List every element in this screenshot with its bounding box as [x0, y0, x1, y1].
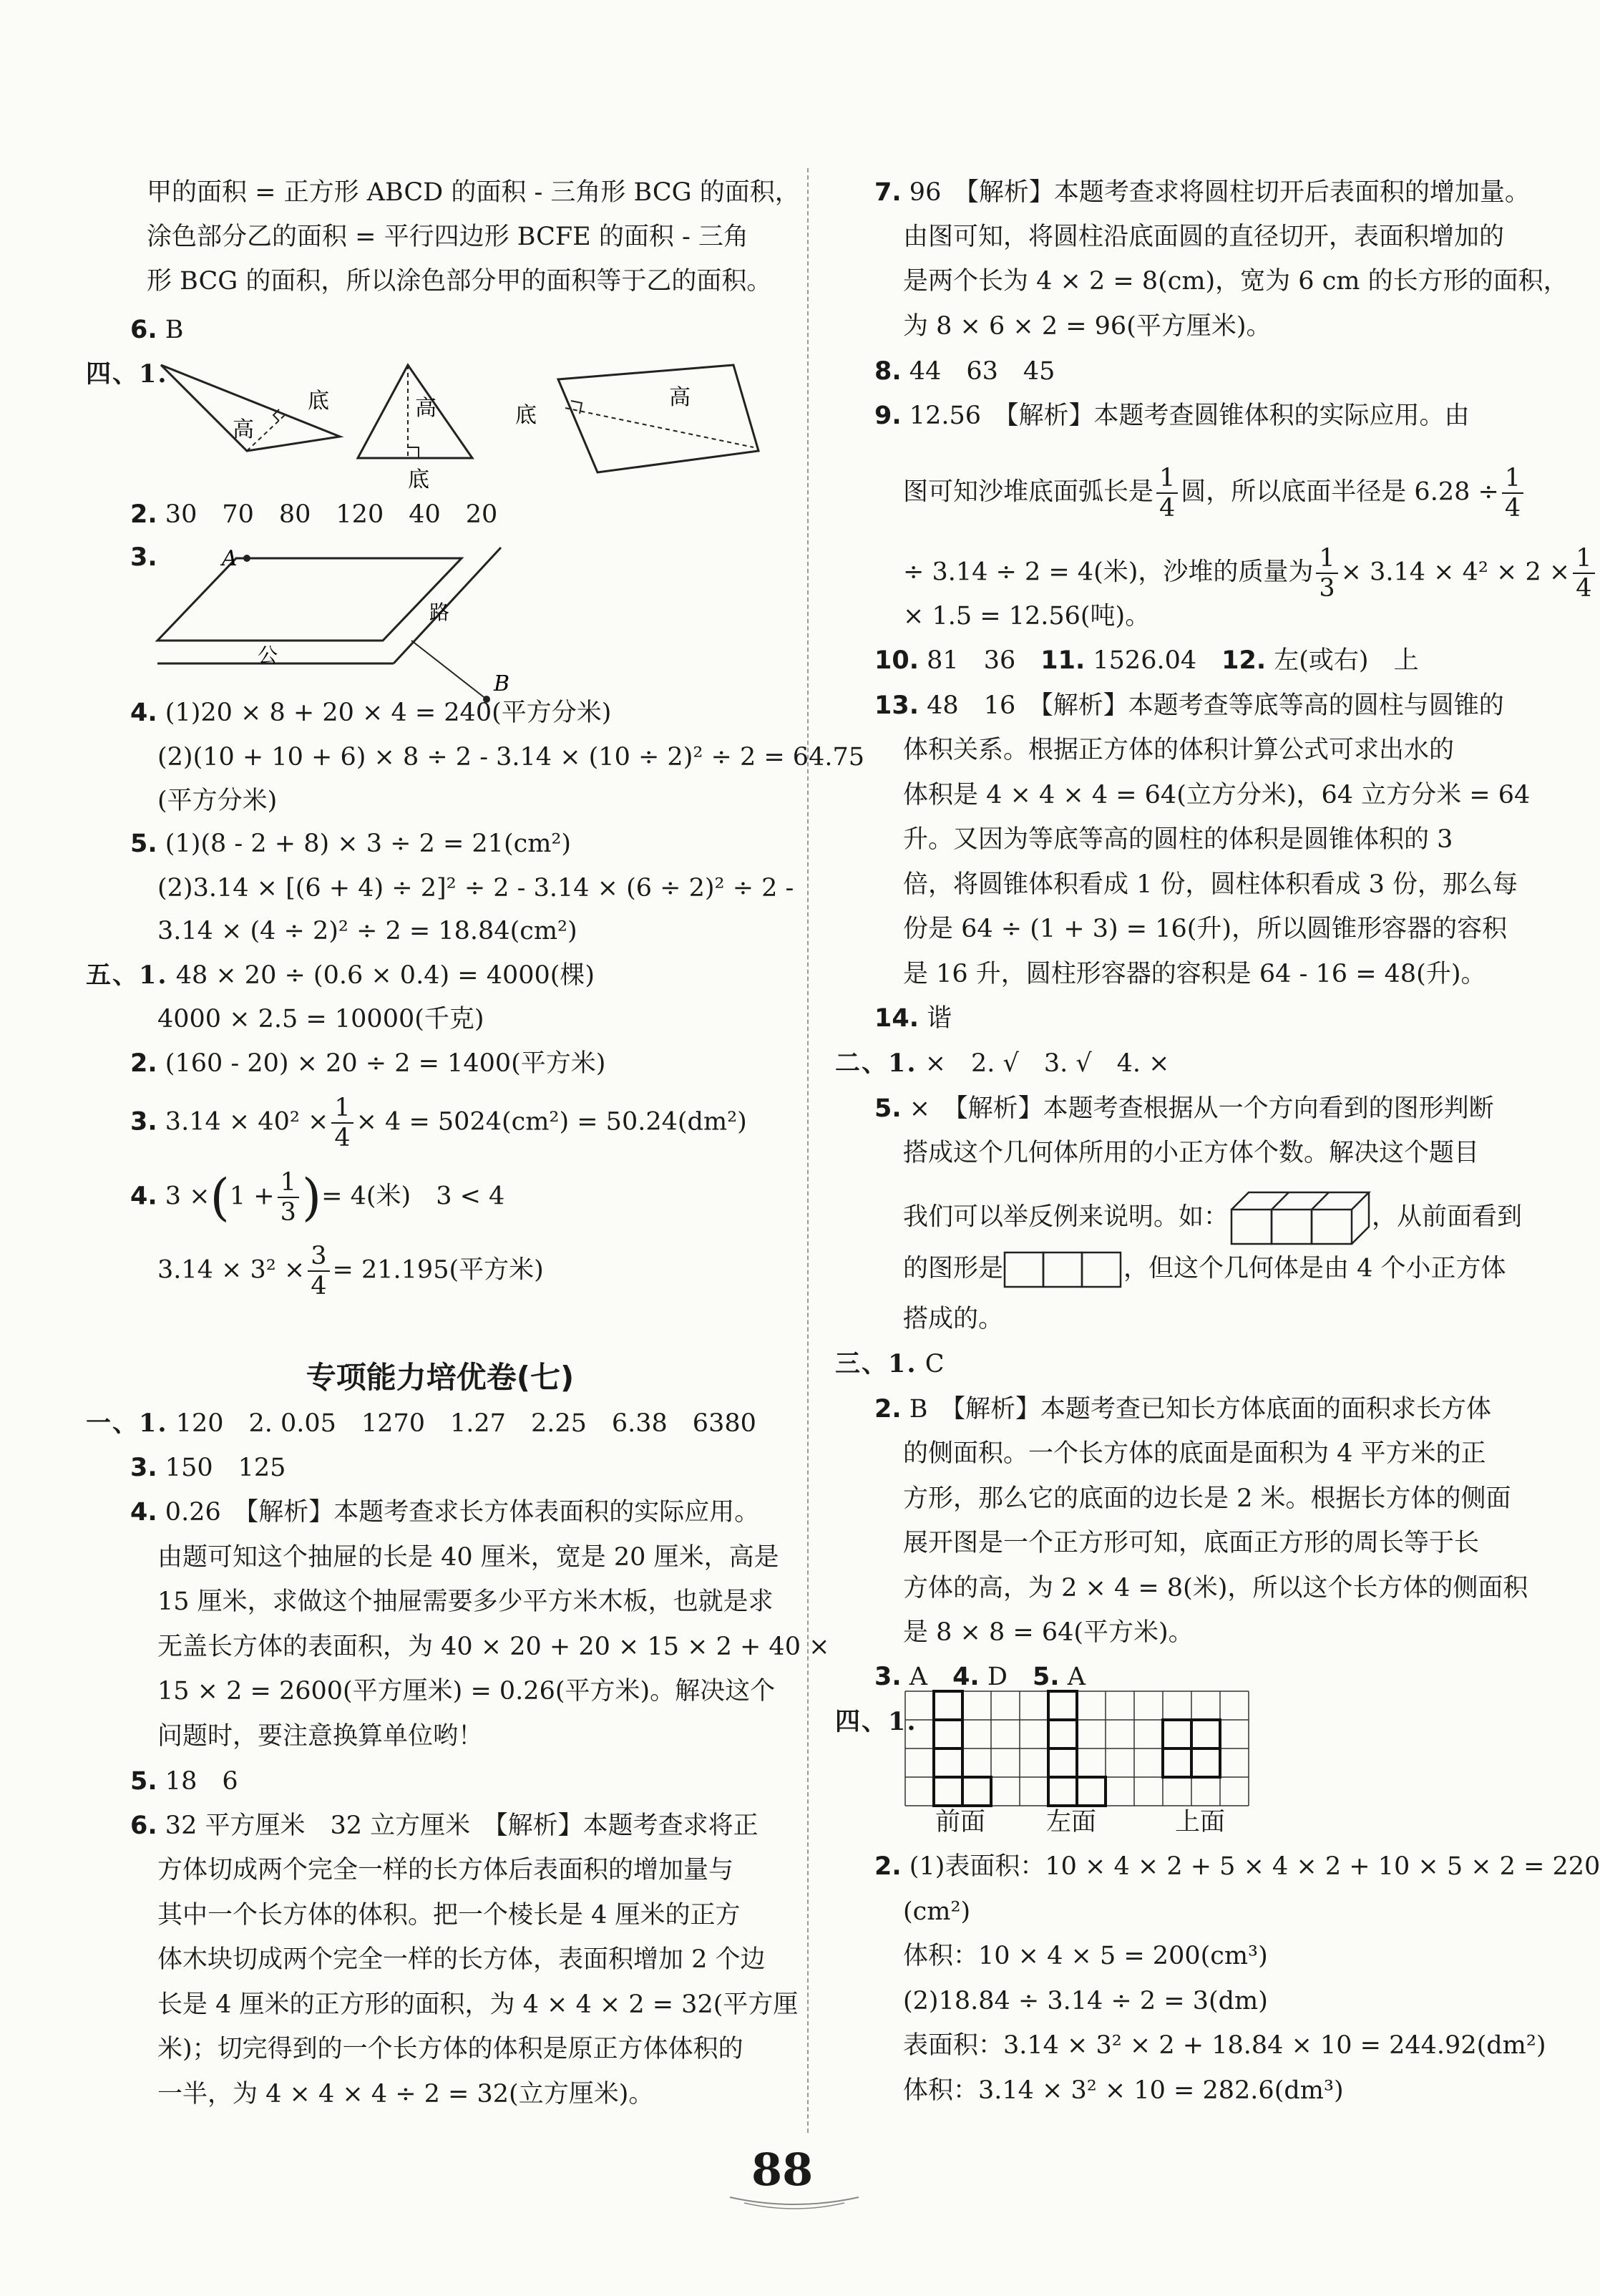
question-number: 2.	[874, 1395, 902, 1424]
answer: 是 8 × 8 = 64(平方米)。	[903, 1618, 1194, 1647]
answer: 由图可知，将圆柱沿底面圆的直径切开，表面积增加的	[903, 223, 1505, 251]
question-number: 4.	[130, 1498, 157, 1527]
view-square	[1163, 1720, 1191, 1748]
view-label: 左面	[1046, 1808, 1097, 1837]
fraction	[1316, 544, 1337, 603]
figure-label: 底	[515, 403, 537, 428]
answer: 体积关系。根据正方体的体积计算公式可求出水的	[903, 736, 1455, 764]
numerator: 1	[278, 1168, 299, 1198]
view-square	[1048, 1691, 1077, 1720]
answer: 0.26 【解析】本题考查求长方体表面积的实际应用。	[165, 1498, 760, 1527]
denominator: 3	[280, 1198, 296, 1227]
question-number: 5.	[874, 1094, 902, 1123]
question-number: 10.	[874, 646, 919, 675]
answer: (160 - 20) × 20 ÷ 2 = 1400(平方米)	[165, 1049, 606, 1078]
answer: A	[1067, 1663, 1086, 1691]
answer: 32 平方厘米 32 立方厘米 【解析】本题考查求将正	[165, 1811, 758, 1840]
answer: 搭成的。	[903, 1305, 1004, 1333]
answer: 18 6	[165, 1767, 238, 1796]
view-square	[934, 1777, 962, 1806]
numerator: 1	[1316, 544, 1337, 574]
answer: (1)20 × 8 + 20 × 4 = 240(平方分米)	[165, 699, 612, 727]
front-view-figure	[1003, 1250, 1123, 1289]
answer: 体积：10 × 4 × 5 = 200(cm³)	[903, 1942, 1268, 1970]
denominator: 4	[1504, 494, 1521, 522]
view-square	[1191, 1720, 1220, 1748]
figure-label: 底	[308, 389, 329, 414]
answer: (cm²)	[903, 1897, 971, 1926]
answer: ，从前面看到	[1372, 1202, 1523, 1232]
question-number: 4.	[130, 1182, 157, 1211]
figure-label: 高	[669, 385, 691, 410]
answer: 1526.04	[1093, 646, 1222, 675]
answer: (平方分米)	[157, 787, 278, 815]
question-number: 6.	[130, 1811, 157, 1840]
view-square	[1048, 1748, 1077, 1777]
section-label: 二、1.	[835, 1049, 917, 1078]
answer: 96 【解析】本题考查求将圆柱切开后表面积的增加量。	[909, 178, 1530, 207]
view-label: 前面	[935, 1808, 986, 1837]
question-number: 3.	[874, 1663, 902, 1691]
point-label: A	[222, 546, 238, 571]
cube-solid-figure	[1229, 1190, 1372, 1247]
figure-label: 高	[415, 396, 436, 421]
answer: 的图形是	[903, 1254, 1004, 1283]
answer: 150 125	[165, 1454, 286, 1482]
formula-part: ÷ 3.14 ÷ 2 = 4(米)，沙堆的质量为	[903, 558, 1314, 587]
answer: 体积：3.14 × 3² × 10 = 282.6(dm³)	[903, 2076, 1344, 2105]
answer: 表面积：3.14 × 3² × 2 + 18.84 × 10 = 244.92(dm²)	[903, 2031, 1546, 2060]
question-number: 14.	[874, 1004, 919, 1033]
answer: 搭成这个几何体所用的小正方体个数。解决这个题目	[903, 1139, 1480, 1167]
text-line: 甲的面积 = 正方形 ABCD 的面积 - 三角形 BCG 的面积，	[147, 178, 800, 207]
formula-part: × 3.14 × 4² × 2 ×	[1340, 558, 1571, 587]
answer: 一半，为 4 × 4 × 4 ÷ 2 = 32(立方厘米)。	[157, 2080, 654, 2108]
question-number: 4.	[130, 699, 157, 727]
section-label: 一、1.	[86, 1409, 168, 1438]
denominator: 4	[334, 1124, 351, 1152]
answer: ，但这个几何体是由 4 个小正方体	[1123, 1254, 1506, 1283]
question-number: 7.	[874, 178, 902, 207]
question-number: 5.	[130, 1767, 157, 1796]
page-number-ornament	[723, 2190, 866, 2212]
answer: × 1.5 = 12.56(吨)。	[903, 602, 1151, 631]
formula-part: 3.14 × 40² ×	[165, 1107, 329, 1137]
answer: (1)(8 - 2 + 8) × 3 ÷ 2 = 21(cm²)	[165, 830, 572, 858]
fraction	[278, 1168, 299, 1227]
formula-part: = 21.195(平方米)	[332, 1255, 544, 1285]
question-number: 2.	[130, 1049, 157, 1078]
denominator: 4	[311, 1272, 327, 1300]
answer: D	[987, 1663, 1033, 1691]
view-square	[1191, 1748, 1220, 1777]
denominator: 3	[1319, 574, 1335, 603]
formula-part: = 4(米) 3 < 4	[321, 1182, 505, 1211]
view-square	[962, 1777, 991, 1806]
answer: 30 70 80 120 40 20	[165, 500, 498, 529]
numerator: 1	[331, 1094, 353, 1124]
question-number: 3.	[130, 543, 157, 572]
answer: 方形，那么它的底面的边长是 2 米。根据长方体的侧面	[903, 1484, 1511, 1513]
answer: 升。又因为等底等高的圆柱的体积是圆锥体积的 3	[903, 825, 1453, 854]
answer: 体积是 4 × 4 × 4 = 64(立方分米)，64 立方分米 = 64	[903, 781, 1531, 809]
answer: 4000 × 2.5 = 10000(千克)	[157, 1005, 484, 1033]
formula-part: 3.14 × 3² ×	[157, 1255, 306, 1285]
question-number: 5.	[130, 830, 157, 858]
question-number: 6.	[130, 316, 157, 344]
answer: 是 16 升，圆柱形容器的容积是 64 - 16 = 48(升)。	[903, 960, 1486, 988]
answer: 问题时，要注意换算单位哟！	[157, 1722, 484, 1751]
question-number: 12.	[1221, 646, 1267, 675]
road-figure	[157, 540, 530, 696]
view-square	[1163, 1748, 1191, 1777]
view-square	[1077, 1777, 1106, 1806]
question-number: 9.	[874, 402, 902, 430]
answer: 左(或右) 上	[1274, 646, 1419, 675]
answer: 谐	[927, 1004, 952, 1033]
text-line: 形 BCG 的面积，所以涂色部分甲的面积等于乙的面积。	[147, 267, 772, 296]
question-number: 8.	[874, 357, 902, 386]
column-divider	[807, 168, 809, 2133]
denominator: 4	[1576, 574, 1592, 603]
formula-part: 圆，所以底面半径是 6.28 ÷	[1181, 477, 1499, 507]
view-square	[934, 1720, 962, 1748]
section-label: 三、1.	[835, 1349, 917, 1378]
answer: A	[909, 1663, 953, 1691]
answer: 120 2. 0.05 1270 1.27 2.25 6.38 6380	[175, 1409, 756, 1438]
answer: 长是 4 厘米的正方形的面积，为 4 × 4 × 2 = 32(平方厘	[157, 1990, 799, 2019]
answer: 15 厘米，求做这个抽屉需要多少平方米木板，也就是求	[157, 1587, 774, 1616]
numerator: 1	[1156, 464, 1178, 494]
section-label: 五、1.	[86, 960, 168, 990]
fraction	[1156, 464, 1178, 522]
answer: 3.14 × (4 ÷ 2)² ÷ 2 = 18.84(cm²)	[157, 917, 577, 945]
question-number: 13.	[874, 691, 919, 720]
section-label: 四、1.	[835, 1707, 917, 1736]
answer: 无盖长方体的表面积，为 40 × 20 + 20 × 15 × 2 + 40 ×	[157, 1633, 830, 1661]
answer: 方体的高，为 2 × 4 = 8(米)，所以这个长方体的侧面积	[903, 1574, 1528, 1602]
answer: 倍，将圆锥体积看成 1 份，圆柱体积看成 3 份，那么每	[903, 870, 1518, 899]
answer: 48 16 【解析】本题考查等底等高的圆柱与圆锥的	[927, 691, 1504, 720]
answer: 为 8 × 6 × 2 = 96(平方厘米)。	[903, 312, 1272, 341]
answer: 48 × 20 ÷ (0.6 × 0.4) = 4000(棵)	[175, 961, 595, 990]
question-number: 3.	[130, 1107, 157, 1137]
question-number: 11.	[1040, 646, 1086, 675]
answer: (2)18.84 ÷ 3.14 ÷ 2 = 3(dm)	[903, 1987, 1268, 2015]
question-number: 2.	[874, 1852, 902, 1881]
answer: 由题可知这个抽屉的长是 40 厘米，宽是 20 厘米，高是	[157, 1543, 779, 1572]
fraction	[331, 1094, 353, 1152]
figure-label: 公	[258, 643, 278, 667]
answer: B	[165, 316, 184, 344]
question-number: 3.	[130, 1454, 157, 1482]
figure-label: 底	[408, 467, 429, 492]
answer: 81 36	[927, 646, 1041, 675]
answer: 方体切成两个完全一样的长方体后表面积的增加量与	[157, 1856, 734, 1884]
answer: × 2. √ 3. √ 4. ×	[925, 1049, 1170, 1078]
height-figures	[154, 358, 784, 501]
view-square	[934, 1748, 962, 1777]
answer: 是两个长为 4 × 2 = 8(cm)，宽为 6 cm 的长方形的面积，	[903, 267, 1569, 296]
answer: (2)3.14 × [(6 + 4) ÷ 2]² ÷ 2 - 3.14 × (6 ÷ 2)² ÷ 2 -	[157, 874, 794, 903]
formula-part: 图可知沙堆底面弧长是	[903, 477, 1154, 507]
answer: 我们可以举反例来说明。如：	[903, 1202, 1229, 1232]
section-title: 专项能力培优卷(七)	[306, 1360, 575, 1395]
answer: 15 × 2 = 2600(平方厘米) = 0.26(平方米)。解决这个	[157, 1677, 776, 1706]
answer: 米)；切完得到的一个长方体的体积是原正方体体积的	[157, 2035, 743, 2063]
denominator: 4	[1159, 494, 1176, 522]
question-number: 5.	[1032, 1663, 1060, 1691]
answer: 44 63 45	[909, 357, 1055, 386]
point-label: B	[494, 671, 510, 696]
view-square	[934, 1691, 962, 1720]
answer: B 【解析】本题考查已知长方体底面的面积求长方体	[909, 1395, 1492, 1424]
view-square	[1048, 1720, 1077, 1748]
answer: 其中一个长方体的体积。把一个棱长是 4 厘米的正方	[157, 1901, 741, 1930]
view-label: 上面	[1175, 1808, 1226, 1837]
answer: 展开图是一个正方形可知，底面正方形的周长等于长	[903, 1529, 1480, 1557]
formula-part: 3 ×	[165, 1182, 210, 1211]
fraction	[308, 1242, 329, 1300]
figure-label: 路	[429, 600, 450, 624]
formula-part: 1 +	[229, 1182, 275, 1211]
numerator: 3	[308, 1242, 329, 1272]
answer: 份是 64 ÷ (1 + 3) = 16(升)，所以圆锥形容器的容积	[903, 915, 1508, 943]
answer: × 【解析】本题考查根据从一个方向看到的图形判断	[909, 1094, 1494, 1123]
fraction	[1573, 544, 1594, 603]
answer: 的侧面积。一个长方体的底面是面积为 4 平方米的正	[903, 1439, 1486, 1468]
formula-part: × 4 = 5024(cm²) = 50.24(dm²)	[356, 1107, 747, 1137]
text-line: 涂色部分乙的面积 = 平行四边形 BCFE 的面积 - 三角	[147, 223, 748, 251]
answer: C	[925, 1350, 945, 1378]
answer: 12.56 【解析】本题考查圆锥体积的实际应用。由	[909, 402, 1470, 430]
answer: (1)表面积：10 × 4 × 2 + 5 × 4 × 2 + 10 × 5 × 2 = 220	[909, 1852, 1600, 1881]
view-square	[1048, 1777, 1077, 1806]
numerator: 1	[1502, 464, 1523, 494]
figure-label: 高	[233, 417, 254, 442]
numerator: 1	[1573, 544, 1594, 574]
section-label: 四、1.	[86, 359, 168, 389]
answer: 体木块切成两个完全一样的长方体，表面积增加 2 个边	[157, 1945, 766, 1974]
question-number: 2.	[130, 500, 157, 529]
fraction	[1502, 464, 1523, 522]
page-number: 88	[751, 2144, 814, 2196]
question-number: 4.	[952, 1663, 980, 1691]
answer: (2)(10 + 10 + 6) × 8 ÷ 2 - 3.14 × (10 ÷ 2)² ÷ 2 = 64.75	[157, 743, 864, 772]
